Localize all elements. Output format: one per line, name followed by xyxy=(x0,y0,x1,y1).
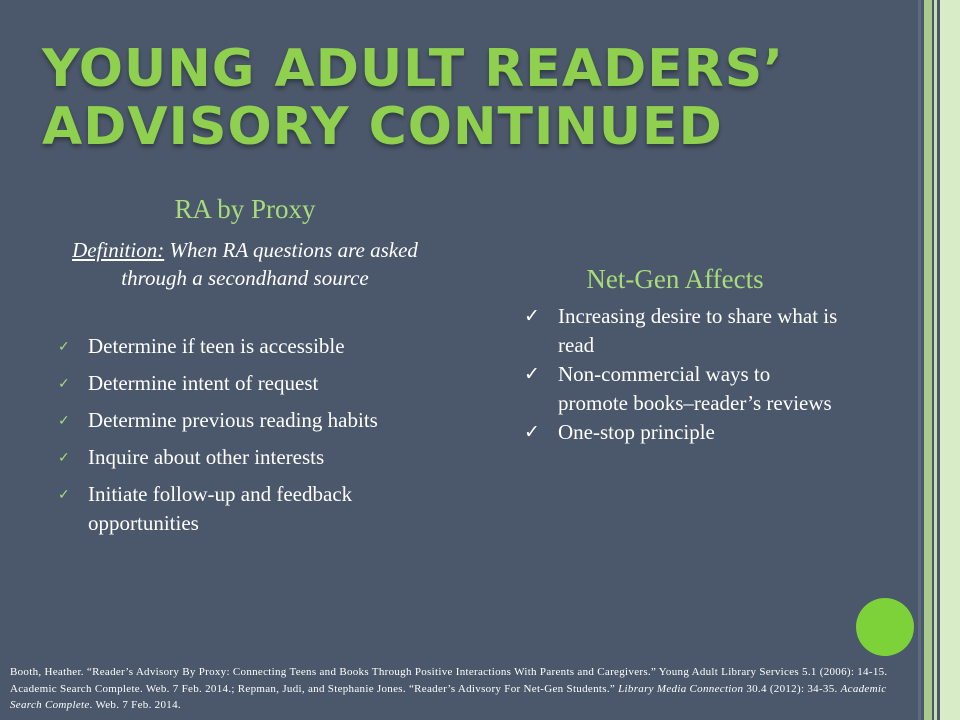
slide-title xyxy=(42,40,902,156)
decorative-stripe xyxy=(934,0,937,720)
slide-title-line-1: YOUNG ADULT READERS’ xyxy=(42,39,785,99)
checkmark-icon: ✓ xyxy=(524,421,540,443)
checkmark-icon: ✓ xyxy=(58,487,70,503)
checkmark-icon: ✓ xyxy=(58,450,70,466)
definition-text xyxy=(58,236,432,292)
list-item-text: Determine if teen is accessible xyxy=(88,334,345,358)
list-item xyxy=(58,443,438,472)
checkmark-icon: ✓ xyxy=(524,363,540,385)
decorative-stripe xyxy=(918,0,921,720)
checkmark-icon: ✓ xyxy=(58,339,70,355)
net-gen-affects-list xyxy=(524,302,844,447)
citation-database: Academic Search Complete xyxy=(10,682,887,711)
list-item xyxy=(58,480,438,538)
list-item-text: One-stop principle xyxy=(558,420,715,444)
list-item-text: Determine intent of request xyxy=(88,371,319,395)
checkmark-icon: ✓ xyxy=(58,413,70,429)
ra-by-proxy-heading: RA by Proxy xyxy=(174,194,316,224)
net-gen-affects-heading: Net-Gen Affects xyxy=(586,264,764,294)
decorative-stripe xyxy=(940,0,960,720)
ra-by-proxy-list xyxy=(58,332,438,546)
citation-part-1: Booth, Heather. “Reader’s Advisory By Proxy: Connecting Teens and Books Through Positive Interactions With Parents and Caregivers.” Young Adult Library Services 5.1 (2006): 14-15. Academic Search Complete. Web. 7 Feb. 2014.; Repman, Judi, and Stephanie Jones. “Reader’s Adivsory For Net-Gen Students.” xyxy=(10,666,888,695)
slide-title-line-2: ADVISORY CONTINUED xyxy=(42,97,723,157)
list-item xyxy=(58,406,438,435)
list-item-text: Initiate follow-up and feedback opportunities xyxy=(88,482,353,535)
list-item xyxy=(58,332,438,361)
list-item xyxy=(524,302,844,360)
citation-journal: Library Media Connection xyxy=(618,682,744,695)
list-item xyxy=(524,360,844,418)
citation-text xyxy=(10,664,915,714)
definition-body: When RA questions are asked through a secondhand source xyxy=(121,238,418,290)
citation-part-3: . Web. 7 Feb. 2014. xyxy=(89,699,181,711)
checkmark-icon: ✓ xyxy=(58,376,70,392)
list-item-text: Non-commercial ways to promote books–reader’s reviews xyxy=(558,362,832,415)
list-item-text: Inquire about other interests xyxy=(88,445,325,469)
citation-part-2: 30.4 (2012): 34-35. xyxy=(743,682,841,695)
list-item xyxy=(524,418,844,447)
definition-term: Definition: xyxy=(72,238,165,262)
list-item xyxy=(58,369,438,398)
decorative-circle xyxy=(856,598,914,656)
list-item-text: Determine previous reading habits xyxy=(88,408,378,432)
list-item-text: Increasing desire to share what is read xyxy=(558,304,838,357)
decorative-stripe xyxy=(924,0,932,720)
checkmark-icon: ✓ xyxy=(524,305,540,327)
